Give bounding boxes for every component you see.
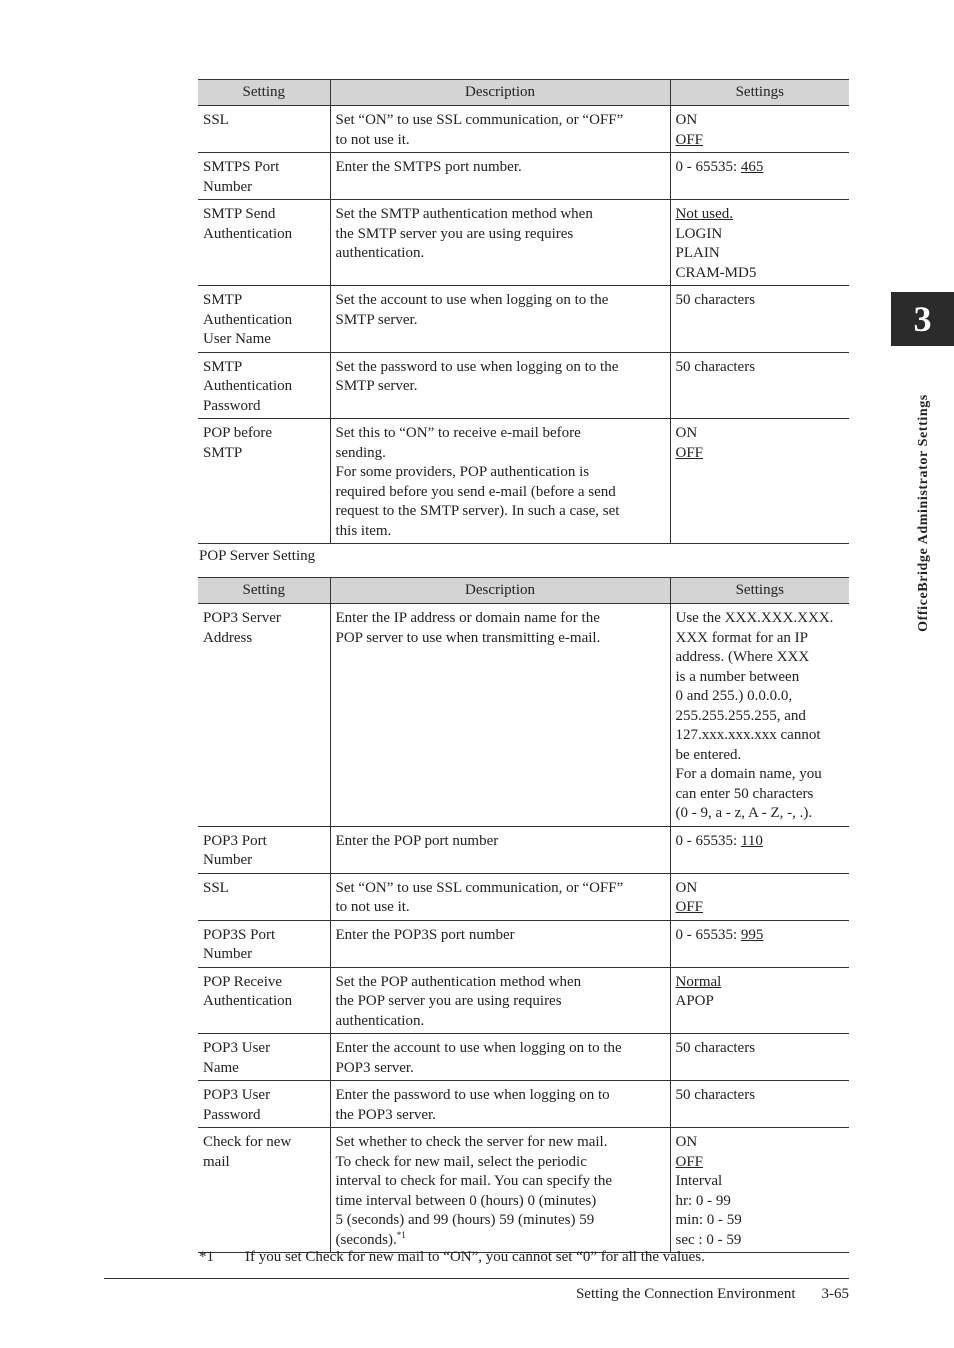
setting-name-line: POP Receive <box>203 973 283 990</box>
settings-line <box>676 726 845 746</box>
footnote-text: If you set Check for new mail to “ON”, you cannot set “0” for all the values. <box>245 1249 705 1265</box>
settings-line <box>676 804 845 824</box>
settings-value: LOGIN <box>675 225 723 242</box>
description-text: SMTP server. <box>335 378 418 394</box>
description-text: authentication. <box>335 245 425 261</box>
description-cell <box>330 153 670 200</box>
header-description: Description <box>330 578 670 604</box>
description-text: the SMTP server you are using requires <box>335 225 574 242</box>
default-value: 110 <box>740 832 763 849</box>
chapter-tab: 3 <box>891 292 954 346</box>
default-value: 465 <box>740 159 764 175</box>
description-text: to not use it. <box>335 131 410 148</box>
setting-name-line: Authentication <box>203 311 293 328</box>
description-line <box>336 244 665 264</box>
description-text: (seconds). <box>335 1231 397 1248</box>
settings-cell <box>670 1081 849 1128</box>
settings-line <box>676 926 845 946</box>
description-cell <box>330 200 670 286</box>
setting-name-cell <box>198 873 330 920</box>
settings-cell <box>670 286 849 353</box>
description-cell <box>330 352 670 419</box>
footer-rule <box>104 1278 849 1279</box>
settings-value: 50 characters <box>675 1040 756 1056</box>
description-line <box>336 1211 665 1231</box>
description-text: required before you send e-mail (before a send <box>335 483 616 500</box>
setting-name-cell <box>198 1081 330 1128</box>
description-line <box>336 926 665 946</box>
footnote-mark: *1 <box>199 1249 214 1265</box>
settings-line <box>676 1192 845 1212</box>
description-text: Enter the SMTPS port number. <box>335 159 522 175</box>
settings-line <box>676 244 845 264</box>
description-line <box>336 502 665 522</box>
default-value: OFF <box>675 131 704 148</box>
setting-name-cell <box>198 1128 330 1253</box>
header-settings: Settings <box>670 578 849 604</box>
description-line <box>336 1153 665 1173</box>
description-text: For some providers, POP authentication is <box>335 464 590 480</box>
table-row <box>198 826 849 873</box>
description-line <box>336 629 665 649</box>
description-text: Set the SMTP authentication method when <box>335 206 593 222</box>
setting-name-line: SSL <box>203 112 229 128</box>
settings-line <box>676 111 845 131</box>
description-text: time interval between 0 (hours) 0 (minutes) <box>335 1192 597 1209</box>
setting-name-line: POP3 Port <box>203 832 267 849</box>
table-row <box>198 419 849 544</box>
description-text: Enter the password to use when logging on to <box>335 1087 610 1103</box>
settings-value: Interval <box>675 1173 723 1189</box>
setting-name-line: Authentication <box>203 993 293 1009</box>
settings-value: can enter 50 characters <box>675 785 814 802</box>
settings-line <box>676 785 845 805</box>
settings-line <box>676 1231 845 1251</box>
description-text: authentication. <box>335 1012 425 1029</box>
settings-line <box>676 668 845 688</box>
setting-name-line: Password <box>203 1106 261 1123</box>
setting-name-line: Authentication <box>203 225 293 242</box>
description-line <box>336 898 665 918</box>
settings-line <box>676 131 845 151</box>
description-line <box>336 131 665 151</box>
setting-name-line: POP3 User <box>203 1087 271 1103</box>
settings-line <box>676 746 845 766</box>
description-text: Enter the account to use when logging on to the <box>335 1040 622 1056</box>
settings-line <box>676 1039 845 1059</box>
description-line <box>336 424 665 444</box>
setting-name-line: User Name <box>203 331 271 347</box>
settings-line <box>676 358 845 378</box>
default-value: OFF <box>675 1153 704 1170</box>
settings-line <box>676 992 845 1012</box>
settings-line <box>676 158 845 178</box>
settings-value: address. (Where XXX <box>675 649 810 665</box>
description-cell <box>330 873 670 920</box>
description-text: Set whether to check the server for new mail. <box>335 1134 608 1150</box>
smtp-table-body <box>198 106 849 544</box>
settings-cell <box>670 604 849 827</box>
settings-cell <box>670 967 849 1034</box>
setting-name-line: Address <box>203 629 253 646</box>
description-line <box>336 291 665 311</box>
settings-cell <box>670 419 849 544</box>
settings-value: 0 - 65535: <box>675 159 741 175</box>
description-line <box>336 1039 665 1059</box>
description-line <box>336 879 665 899</box>
page-number: 3-65 <box>821 1286 849 1302</box>
setting-name-line: Authentication <box>203 378 293 394</box>
description-text: the POP server you are using requires <box>335 993 562 1009</box>
settings-cell <box>670 153 849 200</box>
setting-name-line: POP3S Port <box>203 926 276 943</box>
description-text: POP3 server. <box>335 1059 414 1076</box>
settings-line <box>676 264 845 284</box>
description-text: request to the SMTP server). In such a case, set <box>335 503 620 519</box>
setting-name-cell <box>198 419 330 544</box>
settings-line <box>676 1172 845 1192</box>
default-value: OFF <box>675 444 704 461</box>
setting-name-cell <box>198 826 330 873</box>
description-text: 5 (seconds) and 99 (hours) 59 (minutes) 59 <box>335 1212 595 1228</box>
table-row <box>198 200 849 286</box>
setting-name-line: SMTPS Port <box>203 159 280 175</box>
table-row <box>198 286 849 353</box>
table-row <box>198 352 849 419</box>
settings-line <box>676 444 845 464</box>
settings-line <box>676 1211 845 1231</box>
settings-line <box>676 973 845 993</box>
description-cell <box>330 967 670 1034</box>
description-line <box>336 832 665 852</box>
description-line <box>336 463 665 483</box>
description-line <box>336 158 665 178</box>
description-text: Set the POP authentication method when <box>335 973 582 990</box>
default-value: 995 <box>740 926 764 943</box>
setting-name-cell <box>198 286 330 353</box>
setting-name-line: SMTP <box>203 358 243 375</box>
description-line <box>336 444 665 464</box>
description-line <box>336 1012 665 1032</box>
setting-name-cell <box>198 1034 330 1081</box>
description-cell <box>330 1081 670 1128</box>
description-line <box>336 111 665 131</box>
description-cell <box>330 419 670 544</box>
table-row <box>198 920 849 967</box>
setting-name-line: SMTP <box>203 292 243 308</box>
setting-name-line: POP3 Server <box>203 610 281 626</box>
settings-value: 0 - 65535: <box>675 926 741 943</box>
description-line <box>336 1133 665 1153</box>
setting-name-line: POP3 User <box>203 1040 271 1056</box>
description-line <box>336 225 665 245</box>
settings-line <box>676 205 845 225</box>
description-line <box>336 483 665 503</box>
setting-name-cell <box>198 153 330 200</box>
description-line <box>336 992 665 1012</box>
footer-section-title: Setting the Connection Environment <box>575 1286 796 1302</box>
description-cell <box>330 920 670 967</box>
settings-line <box>676 629 845 649</box>
setting-name-cell <box>198 604 330 827</box>
settings-value: 50 characters <box>675 292 756 308</box>
description-text: Set the account to use when logging on to the <box>335 292 609 308</box>
settings-value: 255.255.255.255, and <box>675 707 806 724</box>
description-line <box>336 609 665 629</box>
settings-value: ON <box>675 425 698 441</box>
settings-value: 127.xxx.xxx.xxx cannot <box>675 727 821 743</box>
settings-value: is a number between <box>675 668 800 685</box>
setting-name-line: Number <box>203 946 253 962</box>
footnote <box>199 1249 705 1266</box>
settings-value: For a domain name, you <box>675 766 822 782</box>
settings-value: ON <box>675 112 698 128</box>
settings-value: XXX format for an IP <box>675 629 808 646</box>
description-text: Enter the IP address or domain name for the <box>335 610 600 626</box>
settings-line <box>676 225 845 245</box>
settings-line <box>676 648 845 668</box>
settings-value: 50 characters <box>675 1087 756 1103</box>
settings-value: CRAM-MD5 <box>675 264 757 281</box>
default-value: OFF <box>675 899 704 915</box>
setting-name-line: SSL <box>203 879 229 896</box>
settings-cell <box>670 106 849 153</box>
description-text: interval to check for mail. You can specify the <box>335 1173 613 1189</box>
description-line <box>336 1172 665 1192</box>
settings-value: 50 characters <box>675 358 756 375</box>
setting-name-line: Name <box>203 1059 239 1076</box>
settings-line <box>676 765 845 785</box>
pop-settings-table <box>198 577 849 1253</box>
settings-value: 0 - 65535: <box>675 832 741 849</box>
settings-value: ON <box>675 879 698 896</box>
header-settings: Settings <box>670 80 849 106</box>
settings-cell <box>670 1128 849 1253</box>
setting-name-line: Number <box>203 852 253 868</box>
default-value: Normal <box>675 973 722 990</box>
footnote-ref: *1 <box>396 1229 406 1240</box>
table-header-row <box>198 578 849 604</box>
setting-name-line: SMTP Send <box>203 206 276 222</box>
header-setting: Setting <box>198 80 330 106</box>
description-text: Enter the POP3S port number <box>335 926 515 943</box>
description-line <box>336 311 665 331</box>
settings-value: PLAIN <box>675 245 720 261</box>
description-text: Set the password to use when logging on to the <box>335 358 619 375</box>
description-line <box>336 1231 665 1251</box>
settings-line <box>676 832 845 852</box>
description-cell <box>330 604 670 827</box>
description-line <box>336 358 665 378</box>
description-cell <box>330 106 670 153</box>
description-text: To check for new mail, select the periodic <box>335 1153 587 1170</box>
description-text: Enter the POP port number <box>335 832 499 849</box>
description-line <box>336 522 665 542</box>
setting-name-line: Check for new <box>203 1134 292 1150</box>
settings-value: ON <box>675 1134 698 1150</box>
table-row <box>198 1034 849 1081</box>
description-line <box>336 205 665 225</box>
setting-name-cell <box>198 200 330 286</box>
description-text: Set “ON” to use SSL communication, or “OFF” <box>335 879 624 896</box>
table-row <box>198 106 849 153</box>
table-row <box>198 1081 849 1128</box>
description-line <box>336 1192 665 1212</box>
header-setting: Setting <box>198 578 330 604</box>
settings-line <box>676 879 845 899</box>
table-header-row <box>198 80 849 106</box>
pop-table-body <box>198 604 849 1253</box>
setting-name-line: Number <box>203 178 253 195</box>
smtp-settings-table <box>198 79 849 544</box>
settings-cell <box>670 920 849 967</box>
description-cell <box>330 286 670 353</box>
settings-line <box>676 898 845 918</box>
setting-name-cell <box>198 352 330 419</box>
description-line <box>336 1086 665 1106</box>
page-footer <box>576 1286 849 1303</box>
settings-value: 0 and 255.) 0.0.0.0, <box>675 688 793 704</box>
description-text: sending. <box>335 444 386 461</box>
description-text: to not use it. <box>335 899 410 915</box>
default-value: Not used. <box>675 206 733 222</box>
settings-line <box>676 1133 845 1153</box>
description-line <box>336 1059 665 1079</box>
settings-value: be entered. <box>675 746 742 763</box>
chapter-side-title: OfficeBridge Administrator Settings <box>916 394 931 632</box>
settings-value: Use the XXX.XXX.XXX. <box>675 610 834 626</box>
settings-value: hr: 0 - 99 <box>675 1192 731 1209</box>
description-text: the POP3 server. <box>335 1106 436 1123</box>
settings-cell <box>670 1034 849 1081</box>
setting-name-cell <box>198 967 330 1034</box>
description-text: Set this to “ON” to receive e-mail before <box>335 425 581 441</box>
description-text: POP server to use when transmitting e-mail. <box>335 629 601 646</box>
setting-name-line: SMTP <box>203 444 243 461</box>
table-row <box>198 153 849 200</box>
description-line <box>336 973 665 993</box>
description-line <box>336 1106 665 1126</box>
settings-line <box>676 1086 845 1106</box>
settings-line <box>676 424 845 444</box>
description-line <box>336 377 665 397</box>
settings-cell <box>670 352 849 419</box>
table-row <box>198 604 849 827</box>
settings-line <box>676 707 845 727</box>
settings-line <box>676 1153 845 1173</box>
header-description: Description <box>330 80 670 106</box>
settings-line <box>676 609 845 629</box>
settings-line <box>676 687 845 707</box>
table-row <box>198 967 849 1034</box>
setting-name-line: POP before <box>203 425 273 441</box>
settings-cell <box>670 826 849 873</box>
pop-server-caption: POP Server Setting <box>199 548 316 564</box>
settings-cell <box>670 200 849 286</box>
settings-value: (0 - 9, a - z, A - Z, -, .). <box>675 805 813 821</box>
description-text: SMTP server. <box>335 311 418 328</box>
settings-value: APOP <box>675 993 714 1009</box>
setting-name-cell <box>198 920 330 967</box>
description-cell <box>330 826 670 873</box>
description-text: Set “ON” to use SSL communication, or “OFF” <box>335 112 624 128</box>
setting-name-cell <box>198 106 330 153</box>
setting-name-line: mail <box>203 1153 230 1170</box>
setting-name-line: Password <box>203 397 261 414</box>
settings-value: sec : 0 - 59 <box>675 1231 742 1248</box>
settings-value: min: 0 - 59 <box>675 1212 742 1228</box>
description-text: this item. <box>335 522 392 539</box>
settings-cell <box>670 873 849 920</box>
table-row <box>198 1128 849 1253</box>
table-row <box>198 873 849 920</box>
description-cell <box>330 1128 670 1253</box>
settings-line <box>676 291 845 311</box>
description-cell <box>330 1034 670 1081</box>
